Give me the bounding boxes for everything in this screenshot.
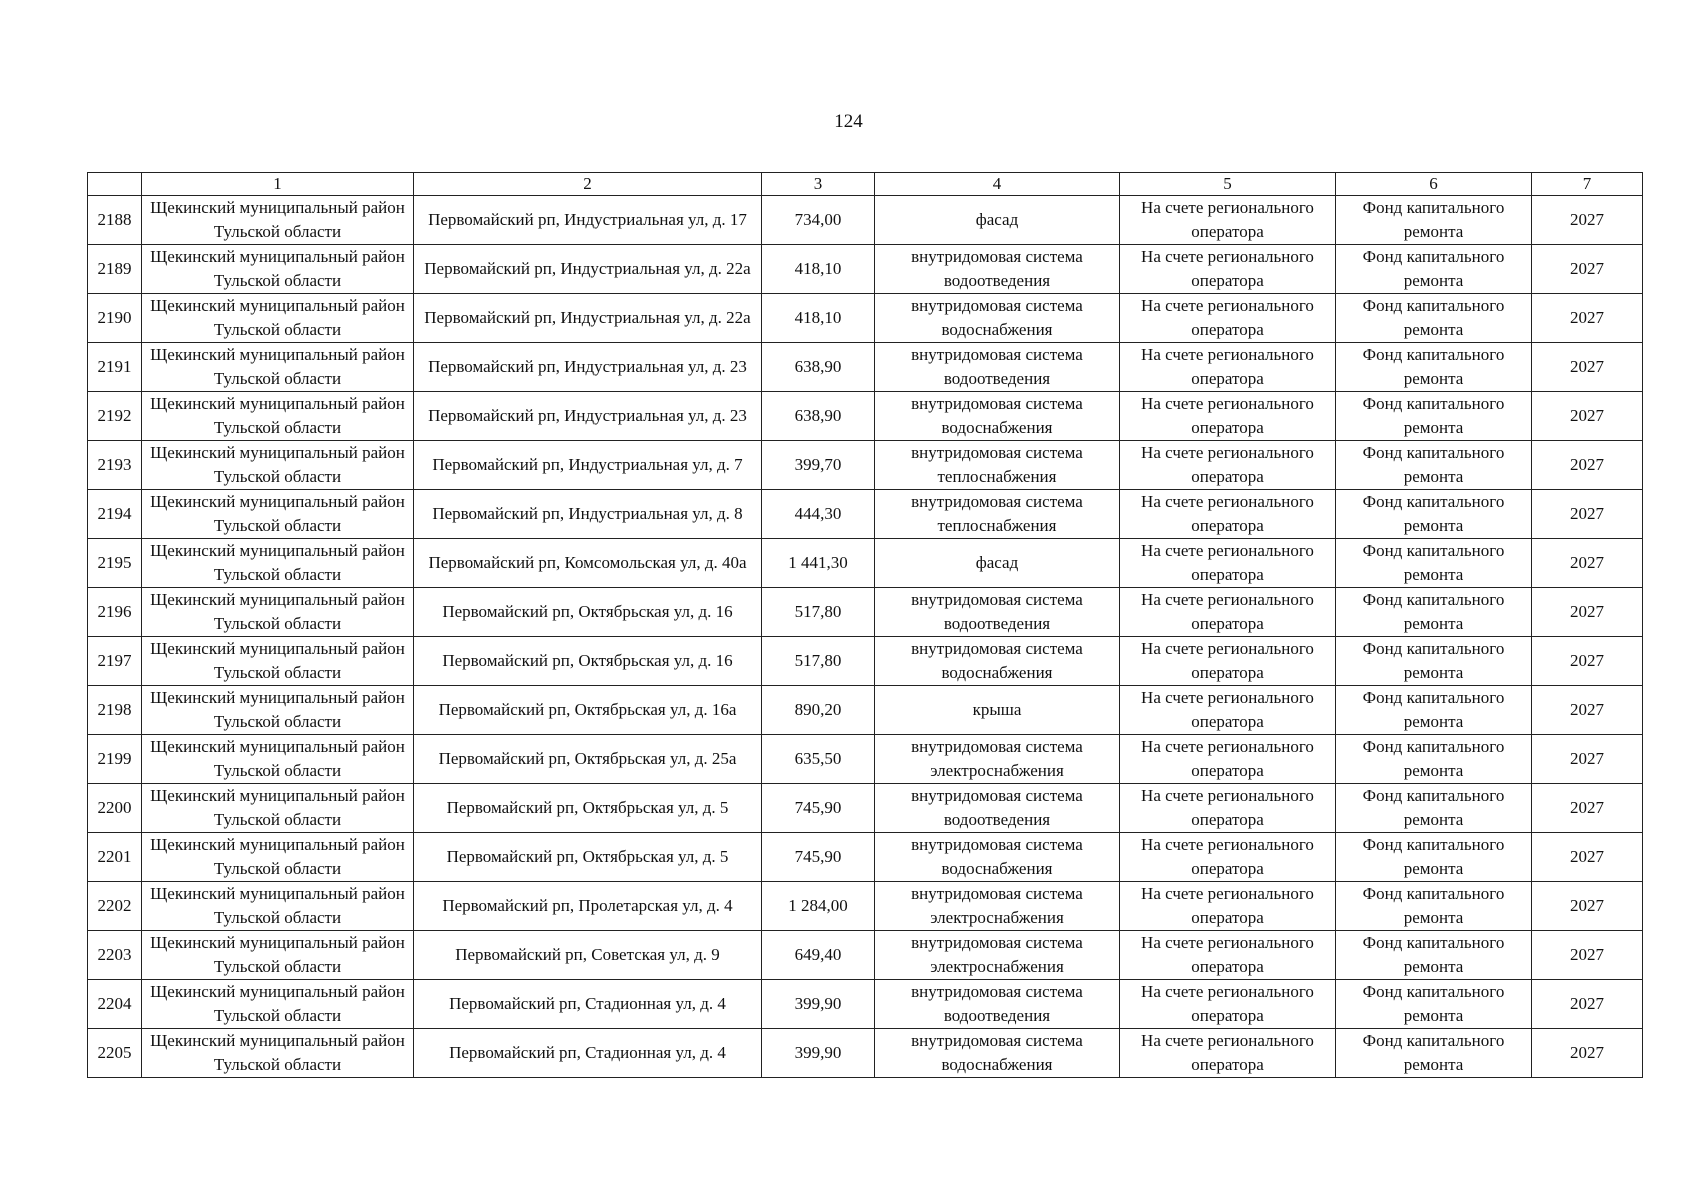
row-number: 2202 [88,882,142,931]
municipality-cell: Щекинский муниципальный район Тульской области [142,735,414,784]
funding-source-cell: Фонд капитального ремонта [1336,588,1532,637]
year-cell: 2027 [1532,392,1643,441]
row-number: 2191 [88,343,142,392]
account-type-cell: На счете регионального оператора [1120,441,1336,490]
table-row [88,588,1643,637]
area-cell: 1 441,30 [762,539,875,588]
address-cell: Первомайский рп, Индустриальная ул, д. 22а [414,245,762,294]
row-number: 2193 [88,441,142,490]
table-row [88,980,1643,1029]
row-number: 2200 [88,784,142,833]
account-type-cell: На счете регионального оператора [1120,833,1336,882]
repair-element-cell: внутридомовая система электроснабжения [875,931,1120,980]
row-number: 2197 [88,637,142,686]
repair-element-cell: внутридомовая система электроснабжения [875,735,1120,784]
repair-element-cell: внутридомовая система водоотведения [875,784,1120,833]
municipality-cell: Щекинский муниципальный район Тульской области [142,392,414,441]
address-cell: Первомайский рп, Стадионная ул, д. 4 [414,980,762,1029]
area-cell: 635,50 [762,735,875,784]
column-number-row [88,173,1643,196]
year-cell: 2027 [1532,588,1643,637]
municipality-cell: Щекинский муниципальный район Тульской области [142,686,414,735]
account-type-cell: На счете регионального оператора [1120,539,1336,588]
area-cell: 890,20 [762,686,875,735]
year-cell: 2027 [1532,294,1643,343]
table-row [88,637,1643,686]
account-type-cell: На счете регионального оператора [1120,686,1336,735]
address-cell: Первомайский рп, Комсомольская ул, д. 40а [414,539,762,588]
address-cell: Первомайский рп, Пролетарская ул, д. 4 [414,882,762,931]
table-row [88,735,1643,784]
year-cell: 2027 [1532,245,1643,294]
table-row [88,343,1643,392]
table-row [88,441,1643,490]
municipality-cell: Щекинский муниципальный район Тульской области [142,637,414,686]
header-empty-cell [88,173,142,196]
registry-table [87,172,1643,1078]
year-cell: 2027 [1532,686,1643,735]
area-cell: 1 284,00 [762,882,875,931]
repair-element-cell: внутридомовая система водоотведения [875,980,1120,1029]
funding-source-cell: Фонд капитального ремонта [1336,294,1532,343]
account-type-cell: На счете регионального оператора [1120,1029,1336,1078]
funding-source-cell: Фонд капитального ремонта [1336,392,1532,441]
address-cell: Первомайский рп, Октябрьская ул, д. 5 [414,784,762,833]
year-cell: 2027 [1532,196,1643,245]
funding-source-cell: Фонд капитального ремонта [1336,931,1532,980]
funding-source-cell: Фонд капитального ремонта [1336,784,1532,833]
row-number: 2204 [88,980,142,1029]
repair-element-cell: внутридомовая система водоснабжения [875,392,1120,441]
account-type-cell: На счете регионального оператора [1120,343,1336,392]
account-type-cell: На счете регионального оператора [1120,196,1336,245]
area-cell: 638,90 [762,343,875,392]
page-number: 124 [834,111,863,132]
row-number: 2203 [88,931,142,980]
repair-element-cell: внутридомовая система водоотведения [875,245,1120,294]
account-type-cell: На счете регионального оператора [1120,735,1336,784]
year-cell: 2027 [1532,833,1643,882]
address-cell: Первомайский рп, Индустриальная ул, д. 17 [414,196,762,245]
funding-source-cell: Фонд капитального ремонта [1336,196,1532,245]
account-type-cell: На счете регионального оператора [1120,392,1336,441]
area-cell: 399,70 [762,441,875,490]
area-cell: 745,90 [762,784,875,833]
municipality-cell: Щекинский муниципальный район Тульской области [142,882,414,931]
row-number: 2196 [88,588,142,637]
repair-element-cell: внутридомовая система водоотведения [875,588,1120,637]
repair-element-cell: внутридомовая система теплоснабжения [875,490,1120,539]
year-cell: 2027 [1532,735,1643,784]
municipality-cell: Щекинский муниципальный район Тульской области [142,833,414,882]
account-type-cell: На счете регионального оператора [1120,882,1336,931]
column-header-2: 2 [414,173,762,196]
table-row [88,882,1643,931]
funding-source-cell: Фонд капитального ремонта [1336,245,1532,294]
area-cell: 734,00 [762,196,875,245]
repair-element-cell: внутридомовая система электроснабжения [875,882,1120,931]
table-row [88,196,1643,245]
address-cell: Первомайский рп, Индустриальная ул, д. 8 [414,490,762,539]
address-cell: Первомайский рп, Советская ул, д. 9 [414,931,762,980]
row-number: 2205 [88,1029,142,1078]
repair-element-cell: внутридомовая система водоснабжения [875,1029,1120,1078]
address-cell: Первомайский рп, Октябрьская ул, д. 16а [414,686,762,735]
column-header-6: 6 [1336,173,1532,196]
table-row [88,245,1643,294]
repair-element-cell: фасад [875,196,1120,245]
area-cell: 399,90 [762,980,875,1029]
account-type-cell: На счете регионального оператора [1120,784,1336,833]
table-row [88,294,1643,343]
row-number: 2195 [88,539,142,588]
funding-source-cell: Фонд капитального ремонта [1336,1029,1532,1078]
area-cell: 444,30 [762,490,875,539]
municipality-cell: Щекинский муниципальный район Тульской области [142,784,414,833]
account-type-cell: На счете регионального оператора [1120,637,1336,686]
address-cell: Первомайский рп, Индустриальная ул, д. 7 [414,441,762,490]
address-cell: Первомайский рп, Индустриальная ул, д. 22а [414,294,762,343]
funding-source-cell: Фонд капитального ремонта [1336,686,1532,735]
address-cell: Первомайский рп, Октябрьская ул, д. 5 [414,833,762,882]
address-cell: Первомайский рп, Индустриальная ул, д. 23 [414,343,762,392]
row-number: 2198 [88,686,142,735]
area-cell: 638,90 [762,392,875,441]
funding-source-cell: Фонд капитального ремонта [1336,833,1532,882]
year-cell: 2027 [1532,882,1643,931]
funding-source-cell: Фонд капитального ремонта [1336,735,1532,784]
table-row [88,833,1643,882]
area-cell: 418,10 [762,245,875,294]
year-cell: 2027 [1532,1029,1643,1078]
area-cell: 649,40 [762,931,875,980]
year-cell: 2027 [1532,539,1643,588]
row-number: 2188 [88,196,142,245]
funding-source-cell: Фонд капитального ремонта [1336,637,1532,686]
municipality-cell: Щекинский муниципальный район Тульской области [142,539,414,588]
row-number: 2190 [88,294,142,343]
municipality-cell: Щекинский муниципальный район Тульской области [142,294,414,343]
funding-source-cell: Фонд капитального ремонта [1336,539,1532,588]
municipality-cell: Щекинский муниципальный район Тульской области [142,343,414,392]
funding-source-cell: Фонд капитального ремонта [1336,490,1532,539]
table-body [88,173,1643,1078]
repair-element-cell: внутридомовая система теплоснабжения [875,441,1120,490]
year-cell: 2027 [1532,490,1643,539]
area-cell: 399,90 [762,1029,875,1078]
row-number: 2199 [88,735,142,784]
municipality-cell: Щекинский муниципальный район Тульской области [142,931,414,980]
area-cell: 418,10 [762,294,875,343]
repair-element-cell: внутридомовая система водоснабжения [875,833,1120,882]
column-header-7: 7 [1532,173,1643,196]
address-cell: Первомайский рп, Стадионная ул, д. 4 [414,1029,762,1078]
table-row [88,784,1643,833]
funding-source-cell: Фонд капитального ремонта [1336,343,1532,392]
table-row [88,392,1643,441]
account-type-cell: На счете регионального оператора [1120,490,1336,539]
table-row [88,539,1643,588]
municipality-cell: Щекинский муниципальный район Тульской области [142,980,414,1029]
municipality-cell: Щекинский муниципальный район Тульской области [142,441,414,490]
year-cell: 2027 [1532,931,1643,980]
repair-element-cell: внутридомовая система водоснабжения [875,294,1120,343]
column-header-1: 1 [142,173,414,196]
account-type-cell: На счете регионального оператора [1120,931,1336,980]
municipality-cell: Щекинский муниципальный район Тульской области [142,490,414,539]
year-cell: 2027 [1532,980,1643,1029]
address-cell: Первомайский рп, Октябрьская ул, д. 16 [414,637,762,686]
year-cell: 2027 [1532,637,1643,686]
column-header-4: 4 [875,173,1120,196]
municipality-cell: Щекинский муниципальный район Тульской области [142,588,414,637]
funding-source-cell: Фонд капитального ремонта [1336,980,1532,1029]
row-number: 2201 [88,833,142,882]
row-number: 2189 [88,245,142,294]
account-type-cell: На счете регионального оператора [1120,245,1336,294]
account-type-cell: На счете регионального оператора [1120,294,1336,343]
repair-element-cell: крыша [875,686,1120,735]
table-row [88,1029,1643,1078]
table-row [88,490,1643,539]
row-number: 2192 [88,392,142,441]
municipality-cell: Щекинский муниципальный район Тульской области [142,245,414,294]
municipality-cell: Щекинский муниципальный район Тульской области [142,196,414,245]
table-row [88,686,1643,735]
area-cell: 745,90 [762,833,875,882]
year-cell: 2027 [1532,784,1643,833]
year-cell: 2027 [1532,343,1643,392]
column-header-5: 5 [1120,173,1336,196]
year-cell: 2027 [1532,441,1643,490]
account-type-cell: На счете регионального оператора [1120,588,1336,637]
address-cell: Первомайский рп, Индустриальная ул, д. 23 [414,392,762,441]
repair-element-cell: фасад [875,539,1120,588]
area-cell: 517,80 [762,588,875,637]
column-header-3: 3 [762,173,875,196]
table-row [88,931,1643,980]
row-number: 2194 [88,490,142,539]
address-cell: Первомайский рп, Октябрьская ул, д. 16 [414,588,762,637]
area-cell: 517,80 [762,637,875,686]
address-cell: Первомайский рп, Октябрьская ул, д. 25а [414,735,762,784]
account-type-cell: На счете регионального оператора [1120,980,1336,1029]
funding-source-cell: Фонд капитального ремонта [1336,441,1532,490]
repair-element-cell: внутридомовая система водоснабжения [875,637,1120,686]
municipality-cell: Щекинский муниципальный район Тульской области [142,1029,414,1078]
funding-source-cell: Фонд капитального ремонта [1336,882,1532,931]
repair-element-cell: внутридомовая система водоотведения [875,343,1120,392]
